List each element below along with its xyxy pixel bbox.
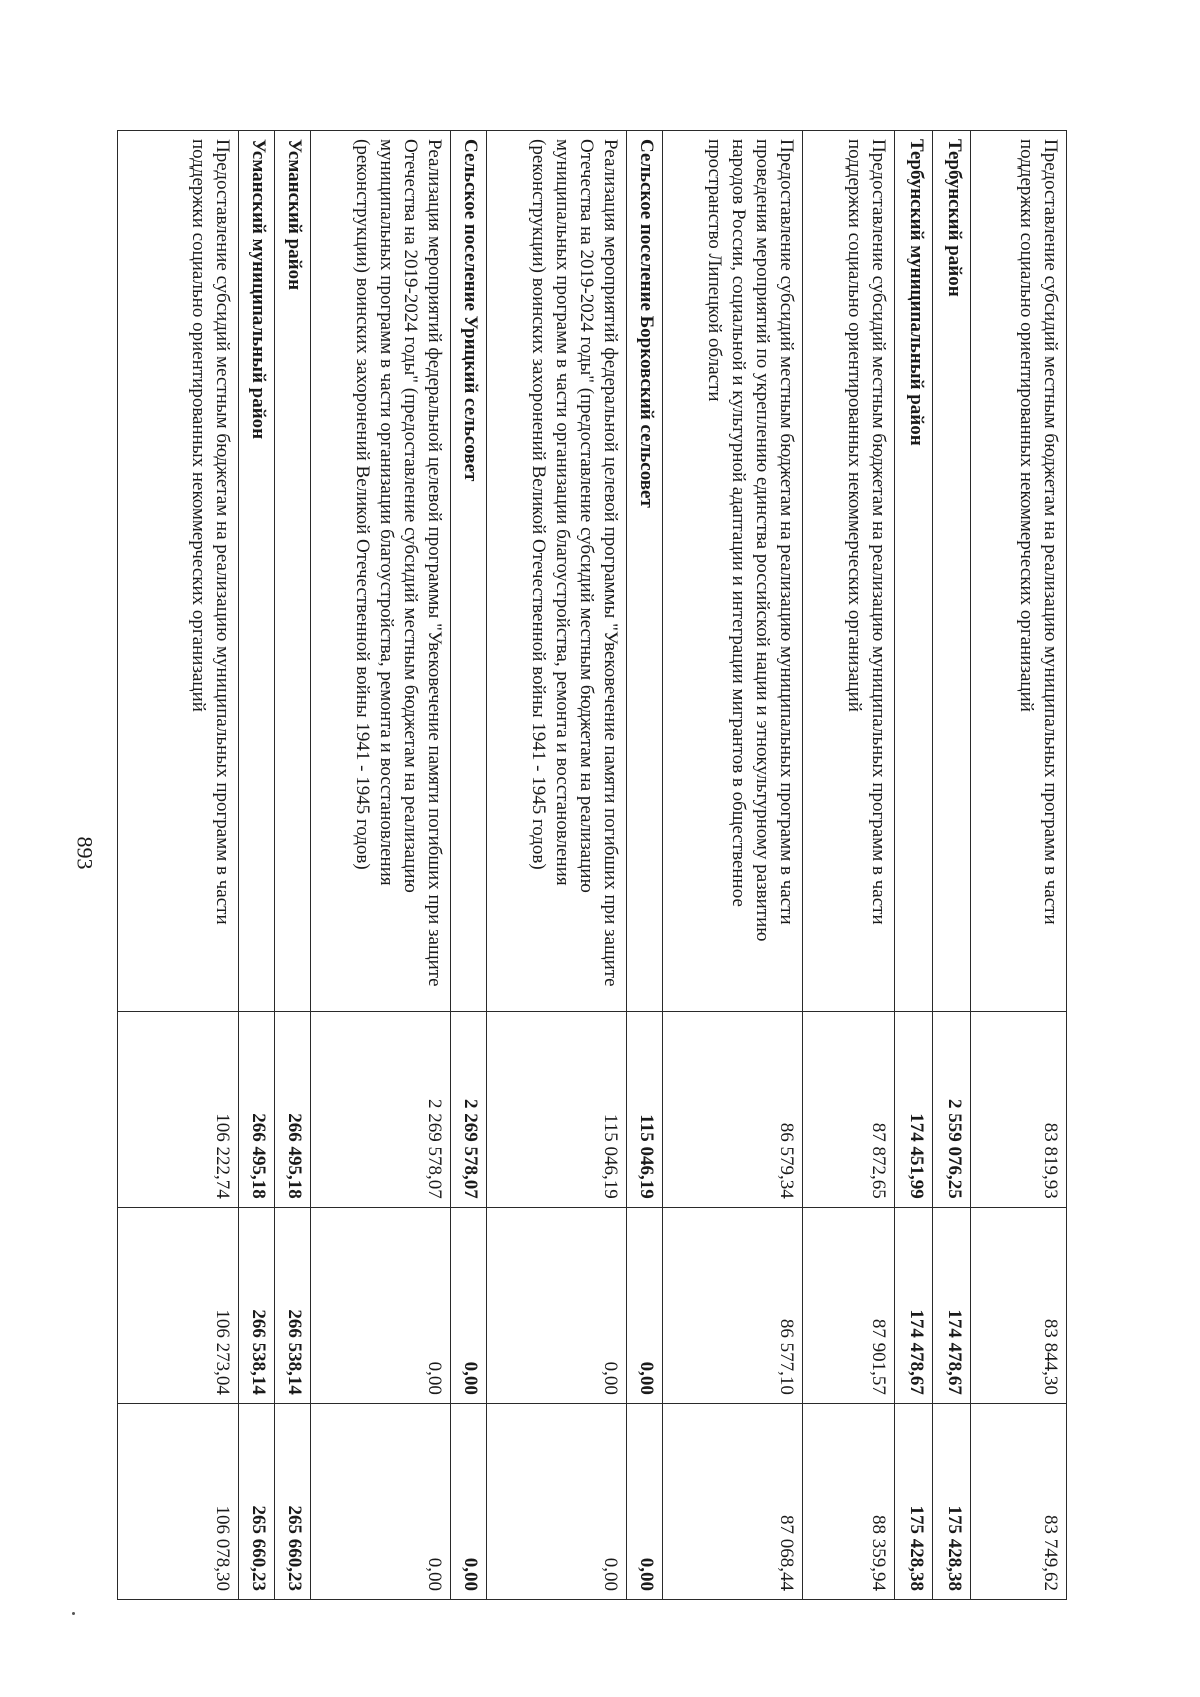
table-row	[627, 131, 663, 1600]
row-description: Предоставление субсидий местным бюджетам на реализацию муниципальных программ в части поддержки социально ориентированных некоммерческих организаций	[971, 131, 1067, 1012]
row-value-2: 266 538,14	[239, 1207, 275, 1403]
row-description: Предоставление субсидий местным бюджетам на реализацию муниципальных программ в части поддержки социально ориентированных некоммерческих организаций	[803, 131, 895, 1012]
row-value-3: 265 660,23	[239, 1403, 275, 1599]
row-description: Сельское поселение Урицкий сельсовет	[451, 131, 487, 1012]
row-value-3: 0,00	[627, 1403, 663, 1599]
row-description: Сельское поселение Борковский сельсовет	[627, 131, 663, 1012]
row-value-2: 0,00	[451, 1207, 487, 1403]
table-row	[311, 131, 451, 1600]
budget-table	[117, 130, 1067, 1600]
table-row	[803, 131, 895, 1600]
scan-speck	[72, 1612, 75, 1615]
row-description: Усманский муниципальный район	[239, 131, 275, 1012]
table-row	[487, 131, 627, 1600]
table-row	[451, 131, 487, 1600]
row-value-3: 175 428,38	[933, 1403, 971, 1599]
row-value-3: 0,00	[451, 1403, 487, 1599]
row-value-2: 266 538,14	[275, 1207, 311, 1403]
row-value-2: 0,00	[627, 1207, 663, 1403]
table-row	[275, 131, 311, 1600]
row-value-1: 266 495,18	[239, 1011, 275, 1207]
row-value-1: 83 819,93	[971, 1011, 1067, 1207]
row-value-1: 266 495,18	[275, 1011, 311, 1207]
row-value-2: 87 901,57	[803, 1207, 895, 1403]
table-body	[118, 131, 1067, 1600]
table-row	[239, 131, 275, 1600]
row-value-1: 86 579,34	[663, 1011, 803, 1207]
row-description: Предоставление субсидий местным бюджетам на реализацию муниципальных программ в части проведения мероприятий по укреплению единства российской нации и этнокультурному развитию народов России, социальной и культурной адаптации и интеграции мигрантов в общественное пространство Липецкой области	[663, 131, 803, 1012]
row-value-3: 87 068,44	[663, 1403, 803, 1599]
row-value-1: 106 222,74	[118, 1011, 239, 1207]
row-value-1: 2 269 578,07	[311, 1011, 451, 1207]
row-value-1: 174 451,99	[895, 1011, 933, 1207]
row-value-2: 0,00	[487, 1207, 627, 1403]
row-value-1: 2 269 578,07	[451, 1011, 487, 1207]
row-value-1: 115 046,19	[627, 1011, 663, 1207]
row-value-2: 0,00	[311, 1207, 451, 1403]
row-value-1: 2 559 076,25	[933, 1011, 971, 1207]
row-description: Тербунский район	[933, 131, 971, 1012]
row-description: Усманский район	[275, 131, 311, 1012]
row-value-1: 115 046,19	[487, 1011, 627, 1207]
row-value-2: 174 478,67	[933, 1207, 971, 1403]
row-value-3: 0,00	[487, 1403, 627, 1599]
row-value-3: 265 660,23	[275, 1403, 311, 1599]
row-description: Реализация мероприятий федеральной целевой программы "Увековечение памяти погибших при защите Отечества на 2019-2024 годы" (предоставление субсидий местным бюджетам на реализацию муниципальных программ в части организации благоустройства, ремонта и восстановления (реконструкции) воинских захоронений Великой Отечественной войны 1941 - 1945 годов)	[311, 131, 451, 1012]
row-description: Тербунский муниципальный район	[895, 131, 933, 1012]
row-value-1: 87 872,65	[803, 1011, 895, 1207]
row-value-3: 88 359,94	[803, 1403, 895, 1599]
row-value-2: 106 273,04	[118, 1207, 239, 1403]
page-number: 893	[72, 836, 98, 870]
table-row	[118, 131, 239, 1600]
table-row	[895, 131, 933, 1600]
row-value-2: 86 577,10	[663, 1207, 803, 1403]
row-value-3: 83 749,62	[971, 1403, 1067, 1599]
budget-table-rotated	[117, 130, 1067, 1600]
table-row	[971, 131, 1067, 1600]
table-row	[933, 131, 971, 1600]
table-row	[663, 131, 803, 1600]
row-description: Реализация мероприятий федеральной целевой программы "Увековечение памяти погибших при защите Отечества на 2019-2024 годы" (предоставление субсидий местным бюджетам на реализацию муниципальных программ в части организации благоустройства, ремонта и восстановления (реконструкции) воинских захоронений Великой Отечественной войны 1941 - 1945 годов)	[487, 131, 627, 1012]
row-value-3: 106 078,30	[118, 1403, 239, 1599]
row-value-2: 83 844,30	[971, 1207, 1067, 1403]
row-description: Предоставление субсидий местным бюджетам на реализацию муниципальных программ в части поддержки социально ориентированных некоммерческих организаций	[118, 131, 239, 1012]
row-value-2: 174 478,67	[895, 1207, 933, 1403]
row-value-3: 0,00	[311, 1403, 451, 1599]
row-value-3: 175 428,38	[895, 1403, 933, 1599]
